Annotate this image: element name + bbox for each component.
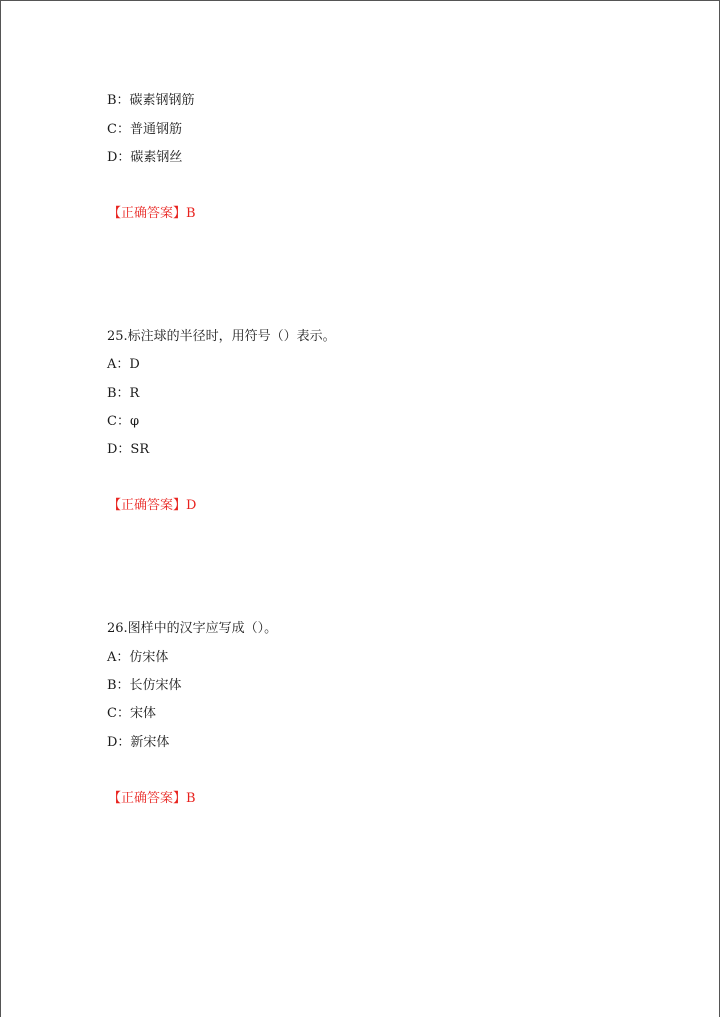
option-b: B：R [107, 386, 140, 401]
option-a: A：D [107, 357, 140, 372]
option-c: C：φ [107, 414, 140, 429]
option-c: C：普通钢筋 [107, 122, 182, 137]
option-d: D：SR [107, 442, 150, 457]
option-d: D：新宋体 [107, 735, 170, 750]
question-25: 25.标注球的半径时，用符号（）表示。 [107, 329, 336, 344]
option-b: B：长仿宋体 [107, 678, 182, 693]
correct-answer: 【正确答案】D [108, 498, 197, 513]
correct-answer: 【正确答案】B [108, 791, 196, 806]
option-a: A：仿宋体 [107, 650, 169, 665]
option-c: C：宋体 [107, 706, 156, 721]
option-b: B：碳素钢钢筋 [107, 93, 195, 108]
option-d: D：碳素钢丝 [107, 150, 183, 165]
correct-answer: 【正确答案】B [108, 206, 196, 221]
question-26: 26.图样中的汉字应写成（）。 [107, 621, 278, 636]
